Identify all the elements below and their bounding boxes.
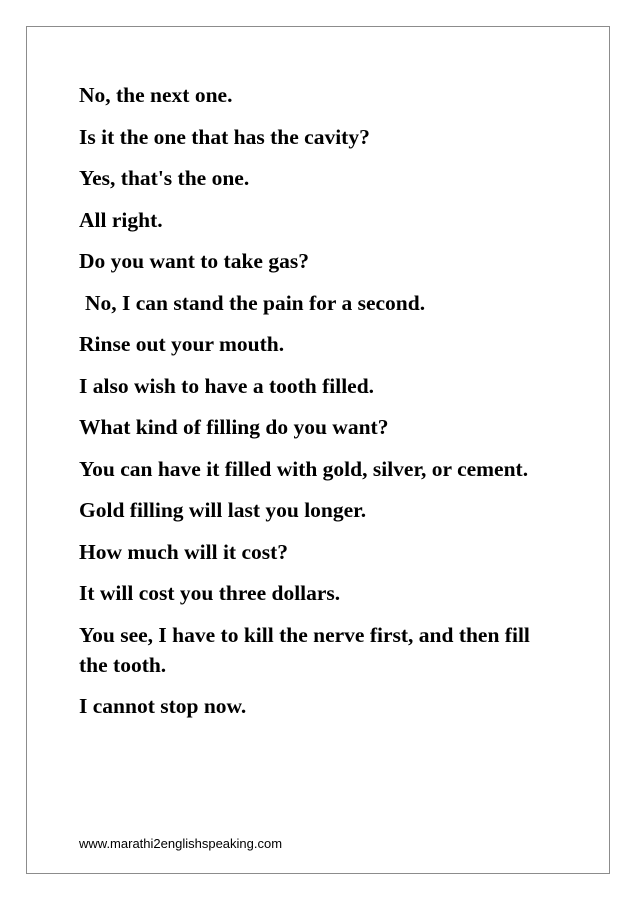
dialogue-line: No, the next one. (79, 83, 233, 107)
dialogue-line: Yes, that's the one. (79, 166, 250, 190)
dialogue-line: What kind of filling do you want? (79, 415, 389, 439)
dialogue-line: How much will it cost? (79, 539, 289, 564)
dialogue-line: Gold filling will last you longer. (79, 498, 367, 522)
dialogue-line: You can have it filled with gold, silver, or cement. (79, 456, 529, 481)
dialogue-line: No, I can stand the pain for a second. (85, 290, 426, 315)
dialogue-line: I also wish to have a tooth filled. (79, 373, 375, 398)
footer-website: www.marathi2englishspeaking.com (79, 836, 283, 851)
dialogue-line: Do you want to take gas? (79, 249, 309, 273)
dialogue-line: Is it the one that has the cavity? (79, 124, 370, 149)
dialogue-line: You see, I have to kill the nerve first, and then fill the tooth. (79, 622, 530, 677)
dialogue-line: All right. (79, 207, 163, 232)
dialogue-line: It will cost you three dollars. (79, 581, 341, 605)
dialogue-lines (79, 80, 559, 733)
dialogue-line: Rinse out your mouth. (79, 332, 285, 356)
dialogue-line: I cannot stop now. (79, 694, 247, 718)
